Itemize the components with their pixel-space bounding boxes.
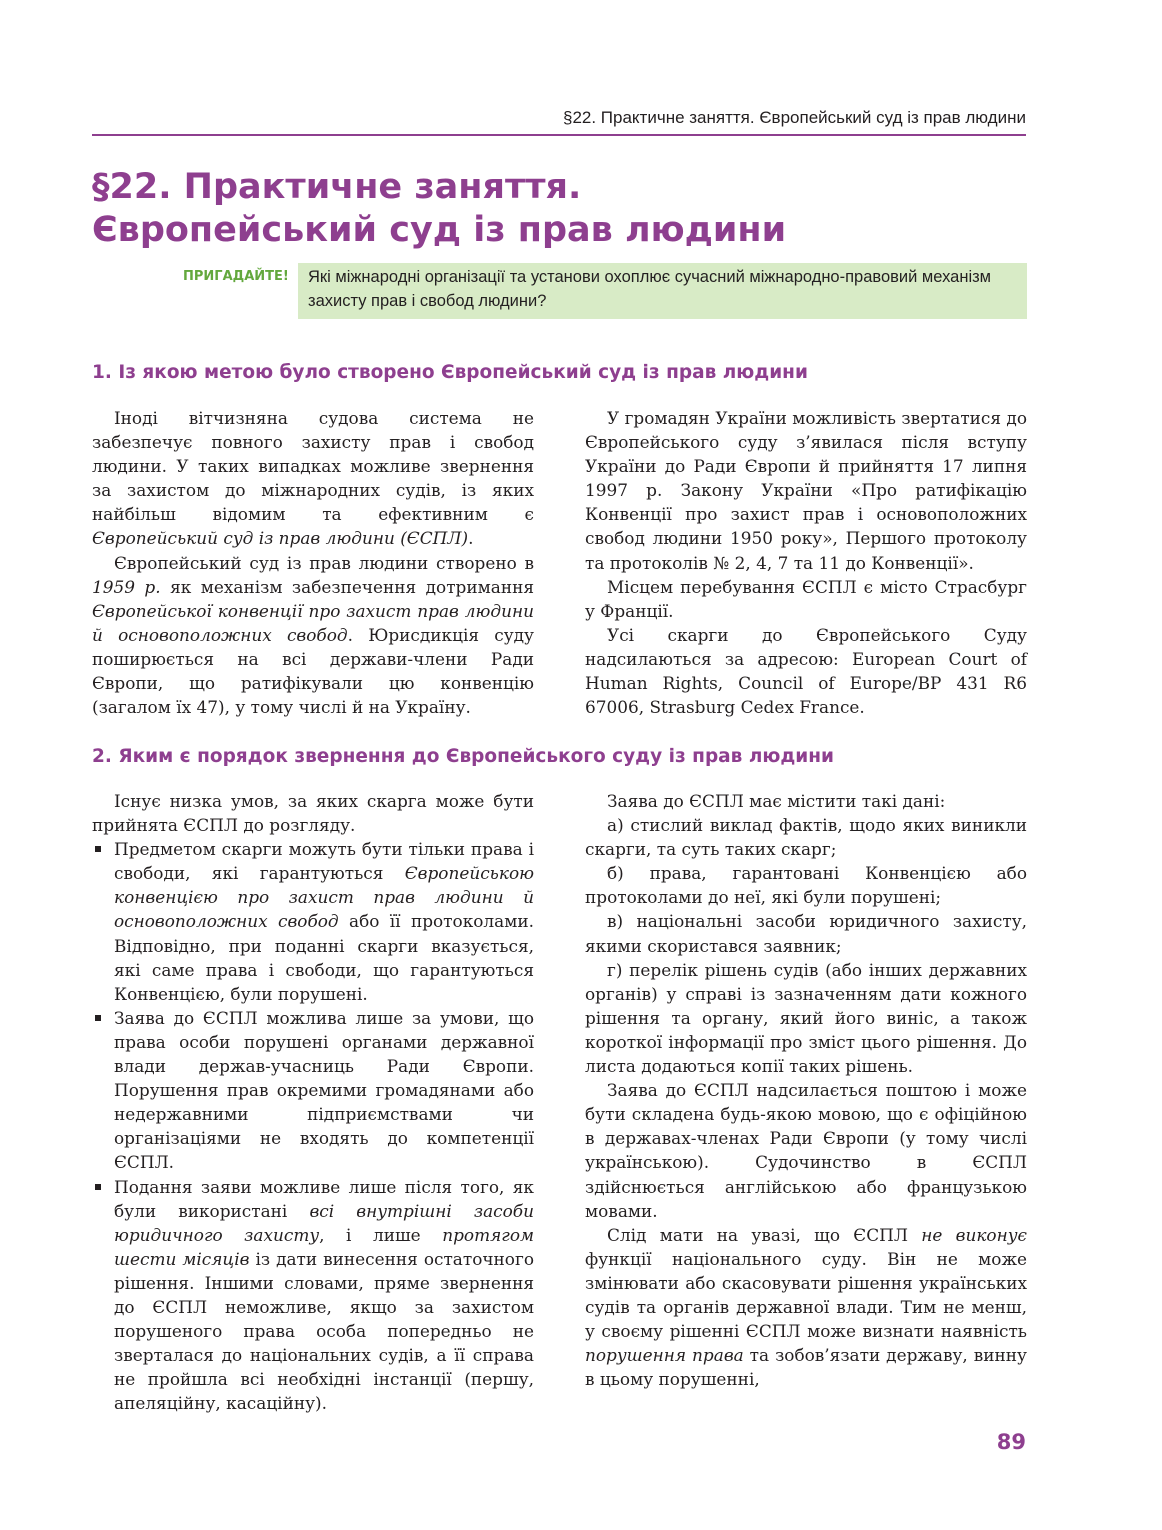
emphasis: всі внутрішні засоби юридичного захисту (114, 1200, 534, 1245)
list-item: Заява до ЄСПЛ можлива лише за умови, що права особи порушені органами державної влади держав-учасниць Ради Європи. Порушення прав окремими громадянами або недержавними підприємствами чи організаціями не входять до компетенції ЄСПЛ. (92, 1006, 534, 1175)
page-title-line-1: §22. Практичне заняття. (92, 167, 582, 207)
page-title (92, 166, 1032, 252)
conditions-list (92, 837, 534, 1415)
section-2-heading: 2. Яким є порядок звернення до Європейського суду із прав людини (92, 746, 834, 767)
paragraph: Заява до ЄСПЛ має містити такі дані: (607, 791, 946, 811)
emphasis: 1959 р. (92, 576, 161, 597)
running-header: §22. Практичне заняття. Європейський суд із прав людини (562, 108, 1026, 127)
paragraph: Місцем перебування ЄСПЛ є місто Страсбург у Франції. (585, 576, 1027, 621)
section-1-left-column (92, 406, 534, 719)
section-2-left-column (92, 789, 534, 1415)
list-item: Предметом скарги можуть бути тільки права і свободи, які гарантуються Європейською конвенцією про захист прав людини й основоположних свобод або її протоколами. Відповідно, при поданні скарги вказується, які саме права і свободи, що гарантуються Конвенцією, були порушені. (92, 837, 534, 1006)
paragraph: Усі скарги до Європейського Суду надсилаються за адресою: European Court of Human Rights, Council of Europe/BP 431 R6 67006, Strasburg Cedex France. (585, 624, 1027, 718)
section-1-right-column (585, 406, 1027, 719)
paragraph: У громадян України можливість звертатися до Європейського суду з’явилася після вступу України до Ради Європи й прийняття 17 липня 1997 р. Закону України «Про ратифікацію Конвенції про захист прав і основоположних свобод людини 1950 року», Першого протоколу та протоколів № 2, 4, 7 та 11 до Конвенції». (585, 408, 1027, 573)
paragraph: Заява до ЄСПЛ надсилається поштою і може бути складена будь-якою мовою, що є офіційною в державах-членах Ради Європи (у тому числі українською). Судочинство в ЄСПЛ здійснюється англійською або французькою мовами. (585, 1080, 1027, 1221)
emphasis: порушення права (585, 1345, 744, 1366)
section-2-right-column (585, 789, 1027, 1391)
emphasis: Європейський суд із прав людини (ЄСПЛ) (92, 528, 469, 549)
paragraph: Європейський суд із прав людини створено в 1959 р. як механізм забезпечення дотримання Європейської конвенції про захист прав людини й основоположних свобод. Юрисдикція суду поширюється на всі держави-члени Ради Європи, що ратифікували цю конвенцію (загалом їх 47), у тому числі й на Україну. (92, 552, 534, 718)
emphasis: не виконує (921, 1224, 1027, 1245)
paragraph: Іноді вітчизняна судова система не забезпечує повного захисту прав і свобод людини. У таких випадках можливе звернення за захистом до міжнародних судів, із яких найбільш відомим та ефективним є Європейський суд із прав людини (ЄСПЛ). (92, 408, 534, 549)
remember-label: ПРИГАДАЙТЕ! (183, 269, 289, 284)
paragraph: Слід мати на увазі, що ЄСПЛ не виконує функції національного суду. Він не може змінювати або скасовувати рішення українських судів та органів державної влади. Тим не менш, у своєму рішенні ЄСПЛ може визнати наявність порушення права та зобов’язати державу, винну в цьому порушенні, (585, 1224, 1027, 1390)
section-1-heading: 1. Із якою метою було створено Європейський суд із прав людини (92, 362, 808, 383)
page-number: 89 (996, 1430, 1026, 1454)
emphasis: Європейської конвенції про захист прав людини й основоположних свобод (92, 600, 534, 645)
paragraph: в) національні засоби юридичного захисту, якими скористався заявник; (585, 911, 1027, 956)
paragraph: б) права, гарантовані Конвенцією або протоколами до неї, які були порушені; (585, 863, 1027, 908)
remember-box: Які міжнародні організації та установи охоплює сучасний міжнародно-правовий механізм захисту прав і свобод людини? (298, 263, 1027, 319)
list-item: Подання заяви можливе лише після того, як були використані всі внутрішні засоби юридичного захисту, і лише протягом шести місяців із дати винесення остаточного рішення. Іншими словами, пряме звернення до ЄСПЛ неможливе, якщо за захистом порушеного права особа попередньо не зверталася до національних судів, а її справа не пройшла всі необхідні інстанції (першу, апеляційну, касаційну). (92, 1175, 534, 1416)
paragraph: а) стислий виклад фактів, щодо яких виникли скарги, та суть таких скарг; (585, 815, 1027, 860)
emphasis: протягом шести місяців (114, 1224, 534, 1269)
paragraph: Існує низка умов, за яких скарга може бути прийнята ЄСПЛ до розгляду. (92, 791, 534, 836)
paragraph: г) перелік рішень судів (або інших державних органів) у справі із зазначенням дати кожного рішення та органу, який його виніс, а також короткої інформації про зміст цього рішення. До листа додаються копії таких рішень. (585, 959, 1027, 1077)
emphasis: Європейською конвенцією про захист прав людини й основоположних свобод (114, 863, 534, 932)
page-title-line-2: Європейський суд із прав людини (92, 210, 787, 250)
header-rule (92, 134, 1026, 136)
